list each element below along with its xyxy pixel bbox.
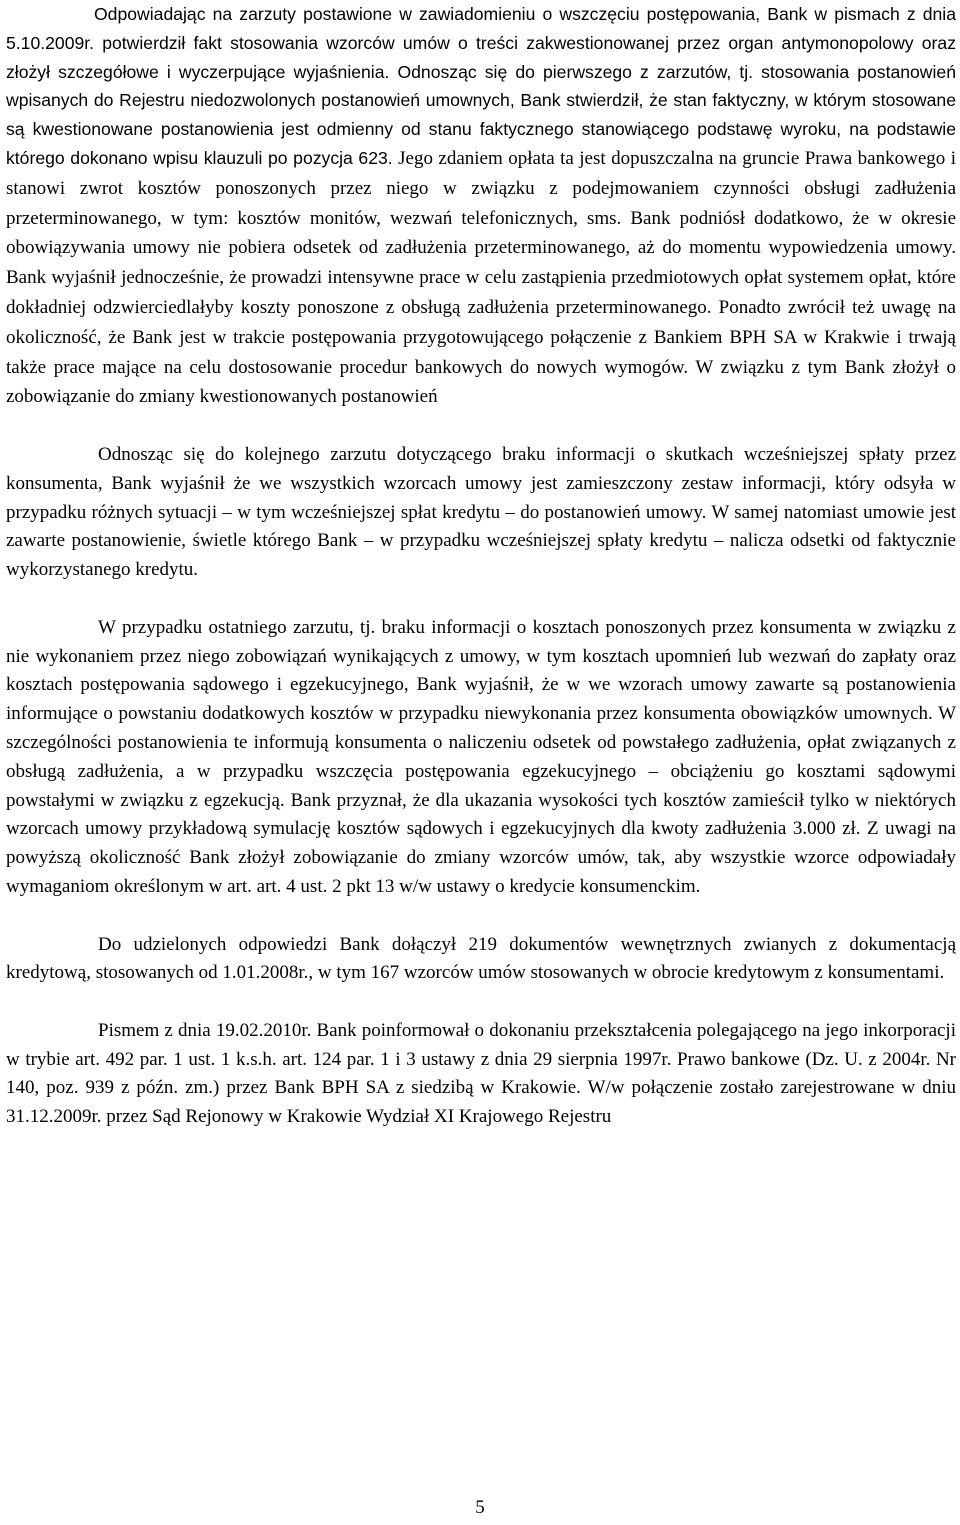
paragraph-gap [6,988,956,1017]
paragraph-1-serif-run: Jego zdaniem opłata ta jest dopuszczalna na gruncie Prawa bankowego i stanowi zwrot kosztów ponoszonych przez niego w związku z podejmowaniem czynności obsługi zadłużenia przeterminowanego, w tym: kosztów monitów, wezwań telefonicznych, sms. Bank podniósł dodatkowo, że w okresie obowiązywania umowy nie pobiera odsetek od zadłużenia przeterminowanego, aż do momentu wypowiedzenia umowy. Bank wyjaśnił jednocześnie, że prowadzi intensywne prace w celu zastąpienia przedmiotowych opłat systemem opłat, które dokładniej odzwierciedlałyby koszty ponoszone z obsługą zadłużenia przeterminowanego. Ponadto zwrócił też uwagę na okoliczność, że Bank jest w trakcie postępowania przygotowującego połączenie z Bankiem BPH SA w Krakwie i trwają także prace mające na celu dostosowanie procedur bankowych do nowych wymogów. W związku z tym Bank złożył o zobowiązanie do zmiany kwestionowanych postanowień [6,147,956,408]
paragraph-1 [6,0,956,412]
page-number: 5 [475,1497,485,1518]
paragraph-3: W przypadku ostatniego zarzutu, tj. braku informacji o kosztach ponoszonych przez konsumenta w związku z nie wykonaniem przez niego zobowiązań wynikających z umowy, w tym kosztach upomnień lub wezwań do zapłaty oraz kosztach postępowania sądowego i egzekucyjnego, Bank wyjaśnił, że w we wzorach umowy zawarte są postanowienia informujące o powstaniu dodatkowych kosztów w przypadku niewykonania przez konsumenta obowiązków umownych. W szczególności postanowienia te informują konsumenta o naliczeniu odsetek od powstałego zadłużenia, opłat związanych z obsługą zadłużenia, a w przypadku wszczęcia postępowania egzekucyjnego – obciążeniu go kosztami sądowymi powstałymi w związku z egzekucją. Bank przyznał, że dla ukazania wysokości tych kosztów zamieścił tylko w niektórych wzorcach umowy przykładową symulację kosztów sądowych i egzekucyjnych dla kwoty zadłużenia 3.000 zł. Z uwagi na powyższą okoliczność Bank złożył zobowiązanie do zmiany wzorców umów, tak, aby wszystkie wzorce odpowiadały wymaganiom określonym w art. art. 4 ust. 2 pkt 13 w/w ustawy o kredycie konsumenckim. [6,616,956,897]
paragraph-gap [6,585,956,614]
paragraph-2: Odnosząc się do kolejnego zarzutu dotyczącego braku informacji o skutkach wcześniejszej spłaty przez konsumenta, Bank wyjaśnił że we wszystkich wzorcach umowy jest zamieszczony zestaw informacji, który odsyła w przypadku różnych sytuacji – w tym wcześniejszej spłat kredytu – do postanowień umowy. W samej natomiast umowie jest zawarte postanowienie, świetle którego Bank – w przypadku wcześniejszej spłaty kredytu – nalicza odsetki od faktycznie wykorzystanego kredytu. [6,443,956,581]
paragraph-gap [6,902,956,931]
paragraph-1-sans-run: Odpowiadając na zarzuty postawione w zawiadomieniu o wszczęciu postępowania, Bank w pismach z dnia 5.10.2009r. potwierdził fakt stosowania wzorców umów o treści zakwestionowanej przez organ antymonopolowy oraz złożył szczegółowe i wyczerpujące wyjaśnienia. Odnosząc się do pierwszego z zarzutów, tj. stosowania postanowień wpisanych do Rejestru niedozwolonych postanowień umownych, Bank stwierdził, że stan faktyczny, w którym stosowane są kwestionowane postanowienia jest odmienny od stanu faktycznego stanowiącego podstawę wyroku, na podstawie którego dokonano wpisu klauzuli po pozycja 623. [6,4,956,168]
document-page [6,0,956,1132]
paragraph-5: Pismem z dnia 19.02.2010r. Bank poinformował o dokonaniu przekształcenia polegającego na jego inkorporacji w trybie art. 492 par. 1 ust. 1 k.s.h. art. 124 par. 1 i 3 ustawy z dnia 29 sierpnia 1997r. Prawo bankowe (Dz. U. z 2004r. Nr 140, poz. 939 z późn. zm.) przez Bank BPH SA z siedzibą w Krakowie. W/w połączenie zostało zarejestrowane w dniu 31.12.2009r. przez Sąd Rejonowy w Krakowie Wydział XI Krajowego Rejestru [6,1019,956,1128]
paragraph-gap [6,412,956,441]
paragraph-4: Do udzielonych odpowiedzi Bank dołączył 219 dokumentów wewnętrznych zwianych z dokumentacją kredytową, stosowanych od 1.01.2008r., w tym 167 wzorców umów stosowanych w obrocie kredytowym z konsumentami. [6,933,956,984]
